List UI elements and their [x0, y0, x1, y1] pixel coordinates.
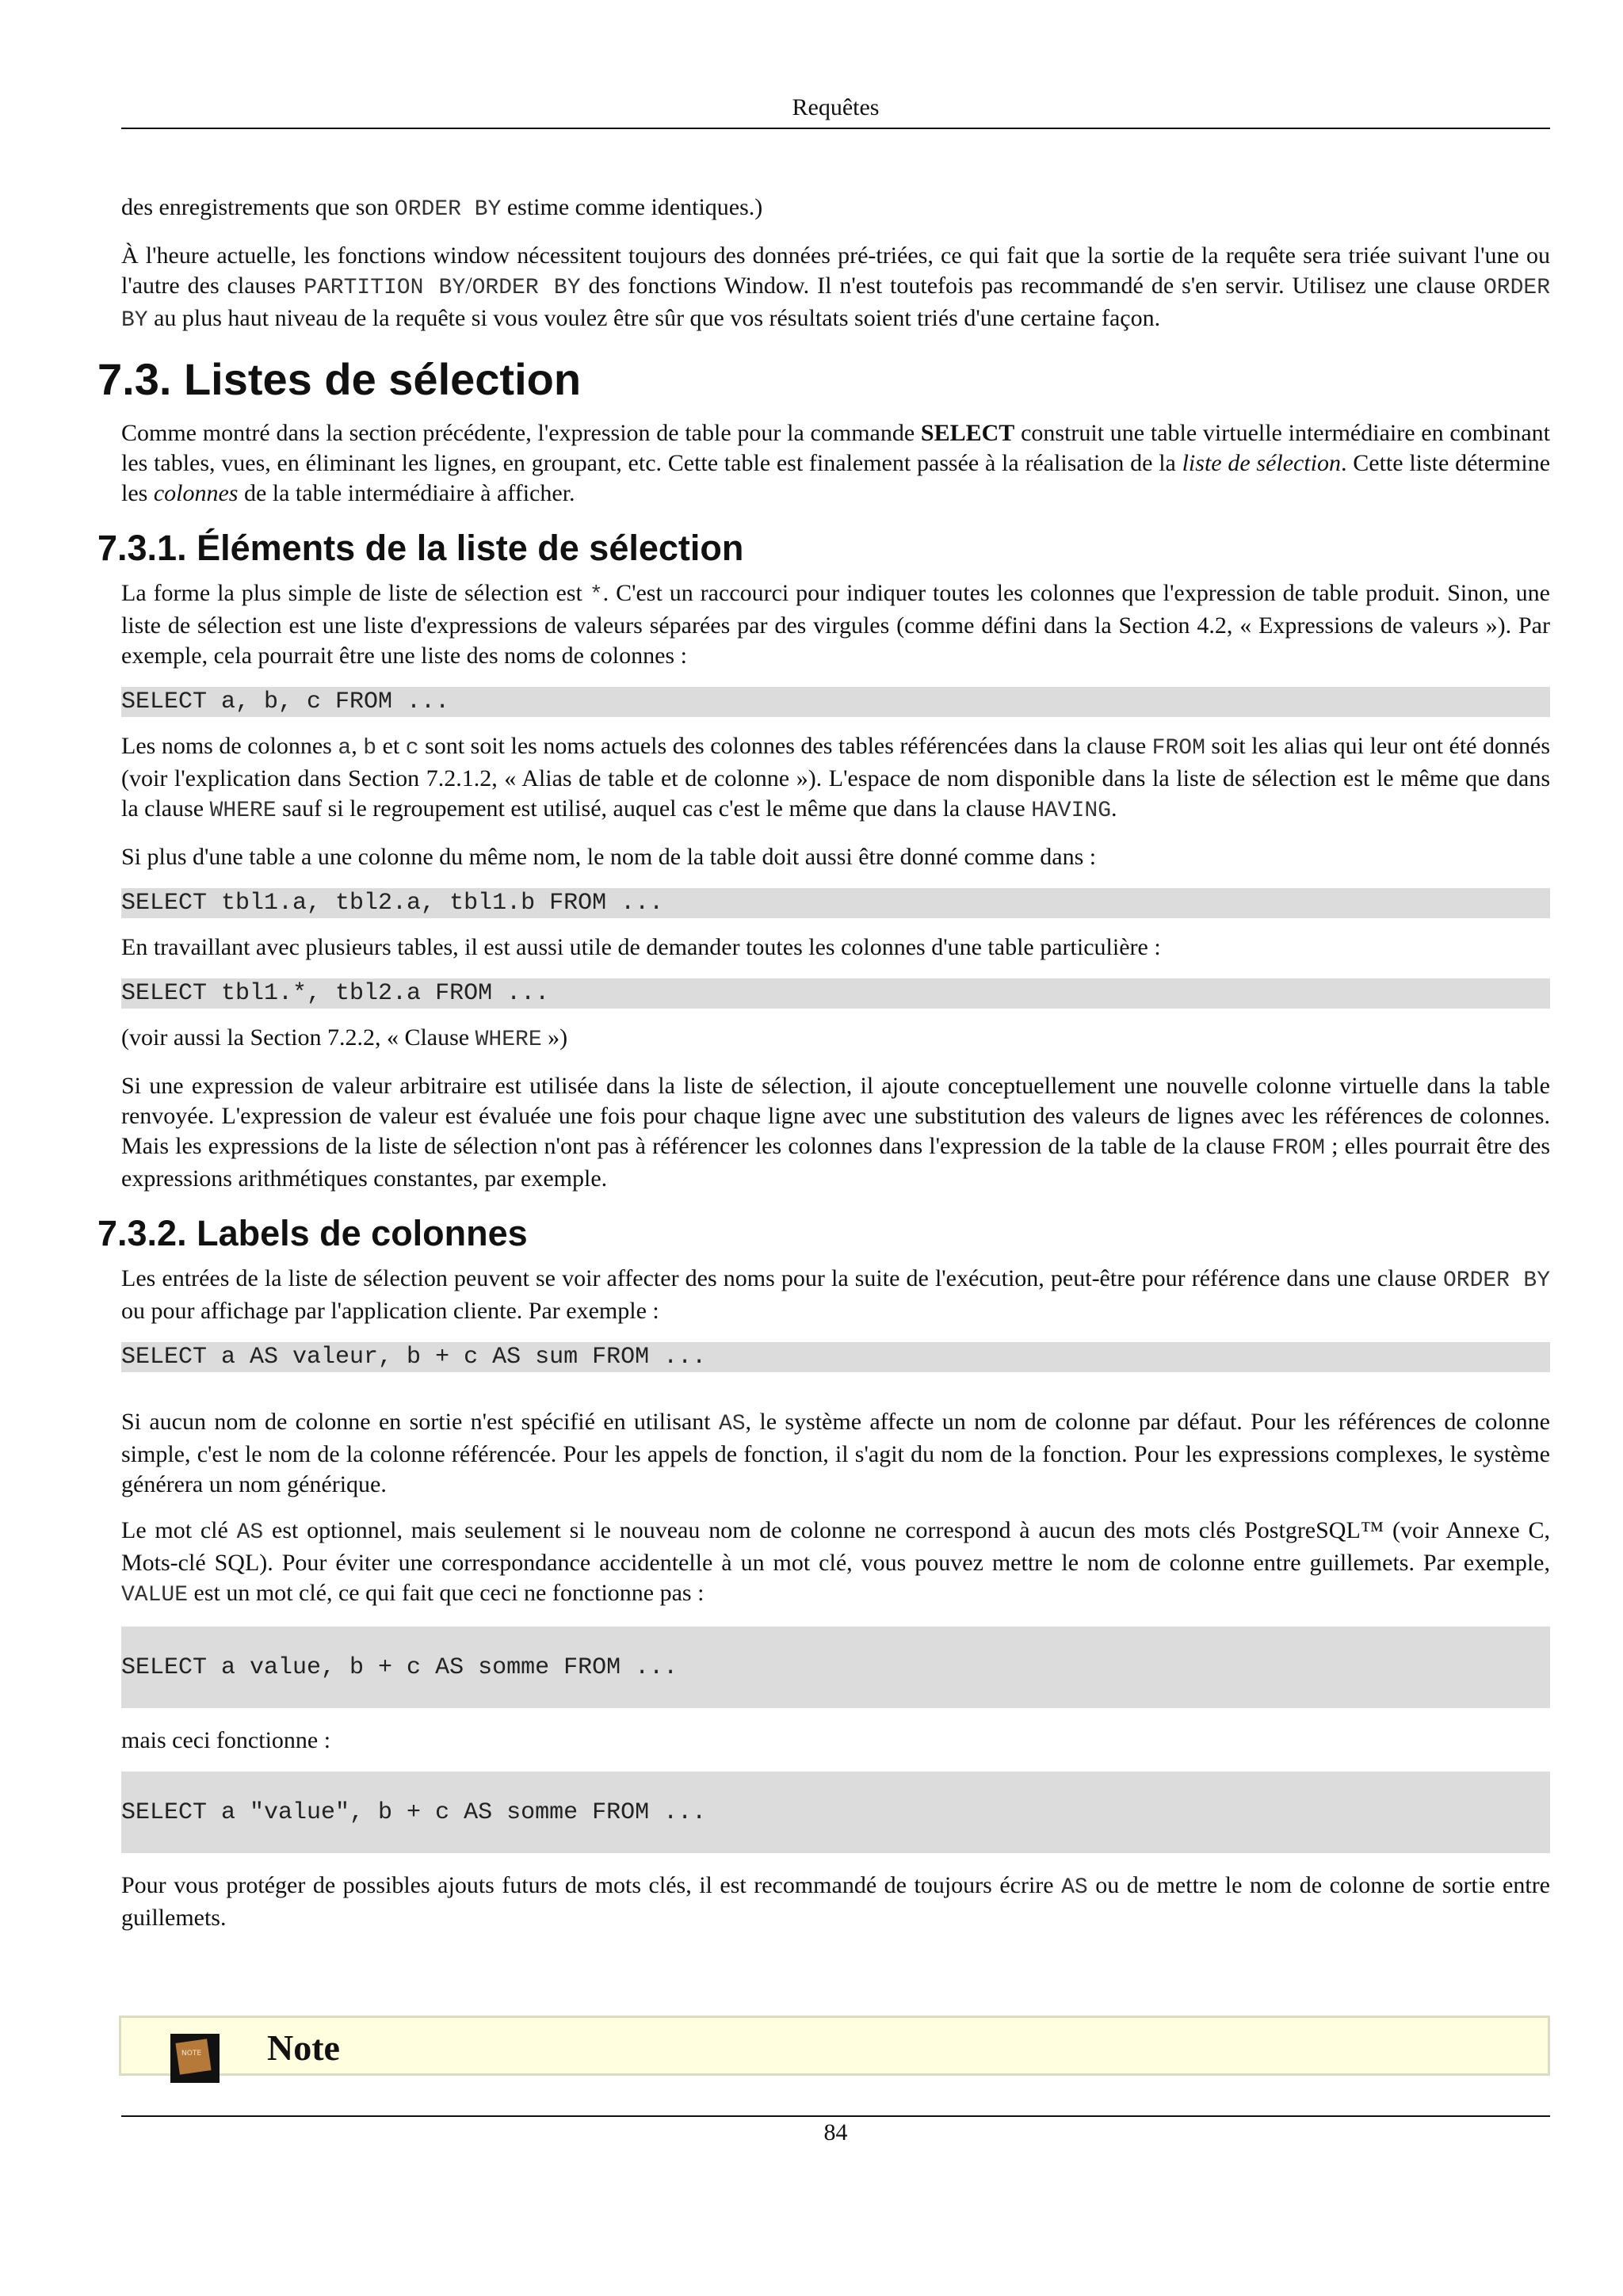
text-run: , le système affecte un nom de colonne par défaut. Pour les références de colonne simple, c'est le nom de la colonne référencée. Pour les appels de fonction, il s'agit du nom de la fonction. Pour les expressions complexes, le système générera un nom générique. [121, 1409, 1550, 1497]
text-run: La forme la plus simple de liste de sélection est [121, 580, 590, 606]
text-run: soit les alias qui leur ont été donnés (voir l'explication dans Section 7.2.1.2, « Alias de table et de colonne »). L'espace de nom disponible dans la liste de sélection est le même que dans la clause [121, 733, 1551, 822]
running-header: Requêtes [792, 94, 880, 120]
text-run: Les entrées de la liste de sélection peuvent se voir affecter des noms pour la suite de l'exécution, peut-être pour référence dans une clause [121, 1265, 1443, 1291]
section-7-3-1-paragraph-5 [121, 1023, 1550, 1055]
intro-paragraph-1 [121, 193, 1550, 225]
text-run: sauf si le regroupement est utilisé, auquel cas c'est le même que dans la clause [276, 795, 1032, 822]
text-run: Pour vous protéger de possibles ajouts futurs de mots clés, il est recommandé de toujours écrire [121, 1872, 1062, 1898]
text-run: des fonctions Window. Il n'est toutefois pas recommandé de s'en servir. Utilisez une clause [580, 273, 1484, 299]
text-run: (voir aussi la Section 7.2.2, « Clause [121, 1024, 475, 1051]
text-run: ou de mettre le nom de colonne de sortie entre guillemets. [121, 1872, 1550, 1931]
text-run: et [376, 733, 406, 759]
inline-code: AS [236, 1520, 264, 1545]
emphasis: liste de sélection [1182, 450, 1342, 476]
text-run: Si une expression de valeur arbitraire est utilisée dans la liste de sélection, il ajoute conceptuellement une nouvelle colonne virtuelle dans la table renvoyée. L'expression de valeur est évaluée une fois pour chaque ligne avec une substitution des valeurs de lignes avec les références de colonnes. Mais les expressions de la liste de sélection n'ont pas à référencer les colonnes dans l'expression de la table de la clause [121, 1073, 1550, 1159]
code-example: SELECT a AS valeur, b + c AS sum FROM ... [121, 1342, 1550, 1372]
text-run: de la table intermédiaire à afficher. [238, 480, 575, 506]
text-run: . [1111, 795, 1117, 822]
section-7-3-1-paragraph-3: Si plus d'une table a une colonne du même nom, le nom de la table doit aussi être donné comme dans : [121, 844, 1097, 870]
inline-code: HAVING [1031, 799, 1112, 823]
section-7-3-2-paragraph-3 [121, 1516, 1550, 1611]
section-7-3-2-paragraph-5 [121, 1871, 1550, 1933]
text-run: / [465, 273, 472, 299]
intro-paragraph-2 [121, 241, 1550, 336]
text-run: au plus haut niveau de la requête si vous voulez être sûr que vos résultats soient triés d'une certaine façon. [147, 305, 1161, 331]
code-example: SELECT a "value", b + c AS somme FROM ... [121, 1772, 1550, 1853]
text-run: , [351, 733, 364, 759]
inline-code: WHERE [475, 1028, 542, 1052]
page-number: 84 [823, 2119, 848, 2145]
text-run: construit une table virtuelle intermédiaire en combinant les tables, vues, en éliminant les lignes, en groupant, etc. Cette table est finalement passée à la réalisation de la [121, 420, 1550, 476]
text-run: ; elles pourrait être des expressions arithmétiques constantes, par exemple. [121, 1133, 1550, 1192]
footer-rule [121, 2115, 1550, 2117]
section-7-3-1-paragraph-4: En travaillant avec plusieurs tables, il est aussi utile de demander toutes les colonnes d'une table particulière : [121, 934, 1161, 960]
note-paper-icon [170, 2034, 220, 2083]
text-run: sont soit les noms actuels des colonnes des tables référencées dans la clause [418, 733, 1152, 759]
emphasis: colonnes [153, 480, 239, 506]
text-run: . Cette liste détermine les [121, 450, 1551, 506]
header-rule [121, 128, 1550, 129]
inline-code: PARTITION BY [304, 276, 466, 300]
text-run: . C'est un raccourci pour indiquer toutes les colonnes que l'expression de table produit. Sinon, une liste de sélection est une liste d'expressions de valeurs séparées par des virgules (comme défini dans la Section 4.2, « Expressions de valeurs »). Par exemple, cela pourrait être une liste des noms de colonnes : [121, 580, 1550, 669]
inline-code: b [363, 736, 377, 761]
inline-code: ORDER BY [472, 276, 581, 300]
inline-code: AS [718, 1412, 746, 1436]
inline-code: ORDER BY [121, 276, 1551, 333]
page-content [97, 193, 1551, 1949]
inline-code: FROM [1151, 736, 1205, 761]
section-7-3-paragraph [121, 418, 1550, 509]
inline-code: c [405, 736, 419, 761]
text-run: est un mot clé, ce qui fait que ceci ne fonctionne pas : [188, 1580, 705, 1606]
command-name: SELECT [920, 420, 1015, 446]
text-run: est optionnel, mais seulement si le nouveau nom de colonne ne correspond à aucun des mots clés PostgreSQL™ (voir Annexe C, Mots-clé SQL). Pour éviter une correspondance accidentelle à un mot clé, vous pouvez mettre le nom de colonne entre guillemets. Par exemple, [121, 1517, 1551, 1576]
section-7-3-2-paragraph-1 [121, 1264, 1550, 1326]
text-run: ») [541, 1024, 568, 1051]
text-run: Si aucun nom de colonne en sortie n'est spécifié en utilisant [121, 1409, 719, 1435]
note-admonition [119, 2016, 1550, 2076]
section-7-3-1-paragraph-2 [121, 731, 1550, 826]
section-heading-7-3: 7.3. Listes de sélection [97, 354, 582, 404]
inline-code: FROM [1271, 1136, 1325, 1161]
note-icon-label: NOTE [181, 2050, 202, 2058]
inline-code: ORDER BY [394, 197, 502, 222]
spacer [121, 1386, 1550, 1407]
inline-code: AS [1061, 1875, 1088, 1900]
text-run: des enregistrements que son [121, 194, 395, 220]
code-example: SELECT a, b, c FROM ... [121, 687, 1550, 717]
inline-code: * [589, 583, 603, 608]
section-7-3-1-paragraph-6 [121, 1071, 1550, 1194]
section-7-3-2-paragraph-4: mais ceci fonctionne : [121, 1727, 331, 1753]
text-run: Le mot clé [121, 1517, 237, 1543]
code-example: SELECT a value, b + c AS somme FROM ... [121, 1627, 1550, 1708]
note-title: Note [267, 2027, 340, 2068]
text-run: Les noms de colonnes [121, 733, 338, 759]
text-run: Comme montré dans la section précédente, l'expression de table pour la commande [121, 420, 921, 446]
section-7-3-2-paragraph-2 [121, 1407, 1550, 1500]
section-7-3-1-paragraph-1 [121, 578, 1550, 671]
text-run: estime comme identiques.) [501, 194, 763, 220]
inline-code: VALUE [121, 1583, 189, 1608]
text-run: ou pour affichage par l'application cliente. Par exemple : [121, 1298, 659, 1324]
code-example: SELECT tbl1.a, tbl2.a, tbl1.b FROM ... [121, 888, 1550, 918]
inline-code: WHERE [209, 799, 277, 823]
code-example: SELECT tbl1.*, tbl2.a FROM ... [121, 978, 1550, 1009]
section-heading-7-3-1: 7.3.1. Éléments de la liste de sélection [97, 528, 744, 568]
text-run: À l'heure actuelle, les fonctions window nécessitent toujours des données pré-triées, ce qui fait que la sortie de la requête sera triée suivant l'une ou l'autre des clauses [121, 242, 1550, 299]
inline-code: a [338, 736, 352, 761]
section-heading-7-3-2: 7.3.2. Labels de colonnes [97, 1213, 528, 1253]
inline-code: ORDER BY [1442, 1268, 1550, 1293]
